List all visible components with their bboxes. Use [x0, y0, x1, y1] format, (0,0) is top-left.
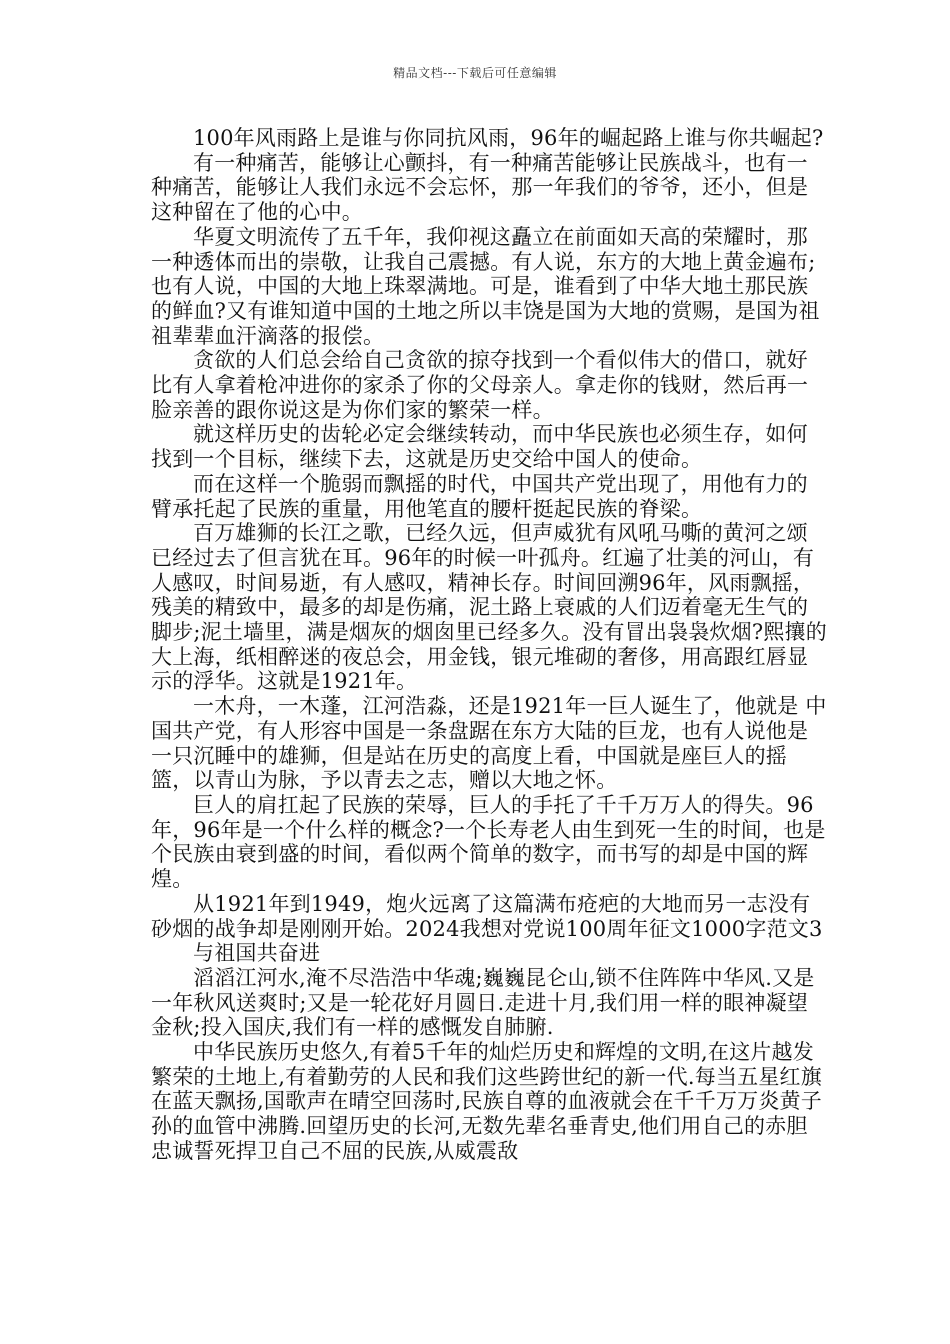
paragraph: 华夏文明流传了五千年，我仰视这矗立在前面如天高的荣耀时，那一种透体而出的崇敬，让我自己震撼。有人说，东方的大地上黄金遍布;也有人说，中国的大地上珠翠满地。可是，谁看到了中华大地土那民族的鲜血?又有谁知道中国的土地之所以丰饶是国为大地的赏赐，是国为祖祖辈辈血汗滴落的报偿。 — [151, 224, 820, 348]
paragraph: 100年风雨路上是谁与你同抗风雨，96年的崛起路上谁与你共崛起? — [193, 126, 824, 150]
paragraph: 而在这样一个脆弱而飘摇的时代，中国共产党出现了，用他有力的臂承托起了民族的重量，用他笔直的腰杆挺起民族的脊梁。 — [151, 471, 808, 521]
page-header: 精品文档---下载后可任意编辑 — [393, 66, 557, 80]
paragraph: 从1921年到1949，炮火远离了这篇满布疮疤的大地而另一志没有砂烟的战争却是刚刚开始。2024我想对党说100周年征文1000字范文3 — [151, 891, 823, 941]
paragraph: 有一种痛苦，能够让心颤抖，有一种痛苦能够让民族战斗，也有一种痛苦，能够让人我们永远不会忘怀，那一年我们的爷爷，还小，但是这种留在了他的心中。 — [151, 150, 809, 225]
paragraph: 一木舟，一木蓬，江河浩淼，还是1921年一巨人诞生了，他就是 中国共产党，有人形容中国是一条盘踞在东方大陆的巨龙，也有人说他是一只沉睡中的雄狮，但是站在历史的高度上看，中国就是座巨人的摇篮，以青山为脉，予以青去之志，赠以大地之怀。 — [151, 694, 827, 793]
paragraph: 就这样历史的齿轮必定会继续转动，而中华民族也必须生存，如何找到一个目标，继续下去，这就是历史交给中国人的使命。 — [151, 422, 808, 472]
paragraph: 贪欲的人们总会给自己贪欲的掠夺找到一个看似伟大的借口，就好比有人拿着枪冲进你的家杀了你的父母亲人。拿走你的钱财，然后再一脸亲善的跟你说这是为你们家的繁荣一样。 — [151, 348, 809, 422]
paragraph: 滔滔江河水,淹不尽浩浩中华魂;巍巍昆仑山,锁不住阵阵中华风.又是一年秋风送爽时;又是一轮花好月圆日.走进十月,我们用一样的眼神凝望金秋;投入国庆,我们有一样的感慨发自肺腑. — [151, 965, 815, 1040]
paragraph: 百万雄狮的长江之歌，已经久远，但声威犹有风吼马嘶的黄河之颂已经过去了但言犹在耳。96年的时候一叶孤舟。红遍了壮美的河山，有人感叹，时间易逝，有人感叹，精神长存。时间回溯96年，风雨飘摇，残美的精致中，最多的却是伤痛，泥土路上衰戚的人们迈着毫无生气的脚步;泥土墙里，满是烟灰的烟囱里已经多久。没有冒出袅袅炊烟?熙攘的大上海，纸相醉迷的夜总会，用金钱，银元堆砌的奢侈，用高跟红唇显示的浮华。这就是1921年。 — [151, 521, 827, 694]
paragraph: 中华民族历史悠久,有着5千年的灿烂历史和辉煌的文明,在这片越发繁荣的土地上,有着勤劳的人民和我们这些跨世纪的新一代.每当五星红旗在蓝天飘扬,国歌声在晴空回荡时,民族自尊的血液就会在千千万万炎黄子孙的血管中沸腾.回望历史的长河,无数先辈名垂青史,他们用自己的赤胆忠诚誓死捍卫自己不屈的民族,从威震敌 — [151, 1040, 822, 1163]
section-title: 与祖国共奋进 — [193, 941, 321, 966]
document-body — [151, 126, 827, 1164]
paragraph: 巨人的肩扛起了民族的荣辱，巨人的手托了千千万万人的得失。96年，96年是一个什么样的概念?一个长寿老人由生到死一生的时间，也是个民族由衰到盛的时间，看似两个简单的数字，而书写的却是中国的辉煌。 — [151, 792, 826, 892]
